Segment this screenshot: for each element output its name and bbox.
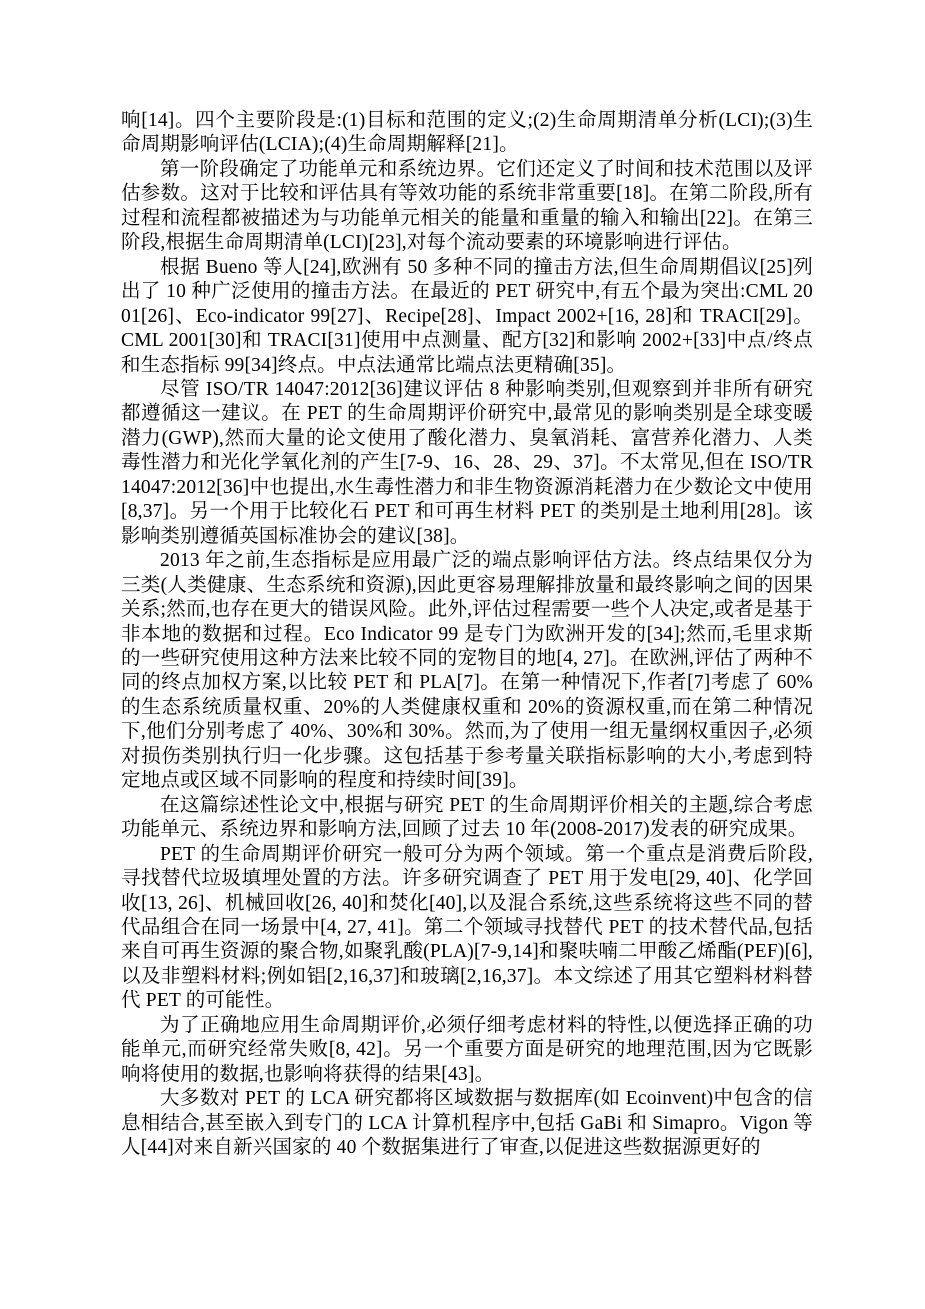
paragraph: 根据 Bueno 等人[24],欧洲有 50 多种不同的撞击方法,但生命周期倡议[25]列出了 10 种广泛使用的撞击方法。在最近的 PET 研究中,有五个最为突出:CML 2001[26]、Eco-indicator 99[27]、Recipe[28]、Impact 2002+[16, 28]和 TRACI[29]。CML 2001[30]和 TRACI[31]使用中点测量、配方[32]和影响 2002+[33]中点/终点和生态指标 99[34]终点。中点法通常比端点法更精确[35]。	[121, 256, 813, 376]
text-block	[121, 109, 813, 1160]
paragraph: 在这篇综述性论文中,根据与研究 PET 的生命周期评价相关的主题,综合考虑功能单元、系统边界和影响方法,回顾了过去 10 年(2008-2017)发表的研究成果。	[121, 794, 813, 841]
paragraph: 响[14]。四个主要阶段是:(1)目标和范围的定义;(2)生命周期清单分析(LCI);(3)生命周期影响评估(LCIA);(4)生命周期解释[21]。	[121, 110, 813, 156]
paragraph: 第一阶段确定了功能单元和系统边界。它们还定义了时间和技术范围以及评估参数。这对于比较和评估具有等效功能的系统非常重要[18]。在第二阶段,所有过程和流程都被描述为与功能单元相关的能量和重量的输入和输出[22]。在第三阶段,根据生命周期清单(LCI)[23],对每个流动要素的环境影响进行评估。	[121, 158, 813, 254]
paragraph: 2013 年之前,生态指标是应用最广泛的端点影响评估方法。终点结果仅分为三类(人类健康、生态系统和资源),因此更容易理解排放量和最终影响之间的因果关系;然而,也存在更大的错误风险。此外,评估过程需要一些个人决定,或者是基于非本地的数据和过程。Eco Indicator 99 是专门为欧洲开发的[34];然而,毛里求斯的一些研究使用这种方法来比较不同的宠物目的地[4, 27]。在欧洲,评估了两种不同的终点加权方案,以比较 PET 和 PLA[7]。在第一种情况下,作者[7]考虑了 60%的生态系统质量权重、20%的人类健康权重和 20%的资源权重,而在第二种情况下,他们分别考虑了 40%、30%和 30%。然而,为了使用一组无量纲权重因子,必须对损伤类别执行归一化步骤。这包括基于参考量关联指标影响的大小,考虑到特定地点或区域不同影响的程度和持续时间[39]。	[121, 550, 813, 792]
paragraph: 尽管 ISO/TR 14047:2012[36]建议评估 8 种影响类别,但观察到并非所有研究都遵循这一建议。在 PET 的生命周期评价研究中,最常见的影响类别是全球变暖潜力(GWP),然而大量的论文使用了酸化潜力、臭氧消耗、富营养化潜力、人类毒性潜力和光化学氧化剂的产生[7-9、16、28、29、37]。不太常见,但在 ISO/TR 14047:2012[36]中也提出,水生毒性潜力和非生物资源消耗潜力在少数论文中使用[8,37]。另一个用于比较化石 PET 和可再生材料 PET 的类别是土地利用[28]。该影响类别遵循英国标准协会的建议[38]。	[121, 378, 813, 547]
paragraph: PET 的生命周期评价研究一般可分为两个领域。第一个重点是消费后阶段,寻找替代垃圾填埋处置的方法。许多研究调查了 PET 用于发电[29, 40]、化学回收[13, 26]、机械回收[26, 40]和焚化[40],以及混合系统,这些系统将这些不同的替代品组合在同一场景中[4, 27, 41]。第二个领域寻找替代 PET 的技术替代品,包括来自可再生资源的聚合物,如聚乳酸(PLA)[7-9,14]和聚呋喃二甲酸乙烯酯(PEF)[6],以及非塑料材料;例如铝[2,16,37]和玻璃[2,16,37]。本文综述了用其它塑料材料替代 PET 的可能性。	[121, 843, 813, 1012]
paragraph: 为了正确地应用生命周期评价,必须仔细考虑材料的特性,以便选择正确的功能单元,而研究经常失败[8, 42]。另一个重要方面是研究的地理范围,因为它既影响将使用的数据,也影响将获得的结果[43]。	[121, 1014, 813, 1085]
paragraph: 大多数对 PET 的 LCA 研究都将区域数据与数据库(如 Ecoinvent)中包含的信息相结合,甚至嵌入到专门的 LCA 计算机程序中,包括 GaBi 和 Simapro。Vigon 等人[44]对来自新兴国家的 40 个数据集进行了审查,以促进这些数据源更好的	[121, 1088, 813, 1159]
